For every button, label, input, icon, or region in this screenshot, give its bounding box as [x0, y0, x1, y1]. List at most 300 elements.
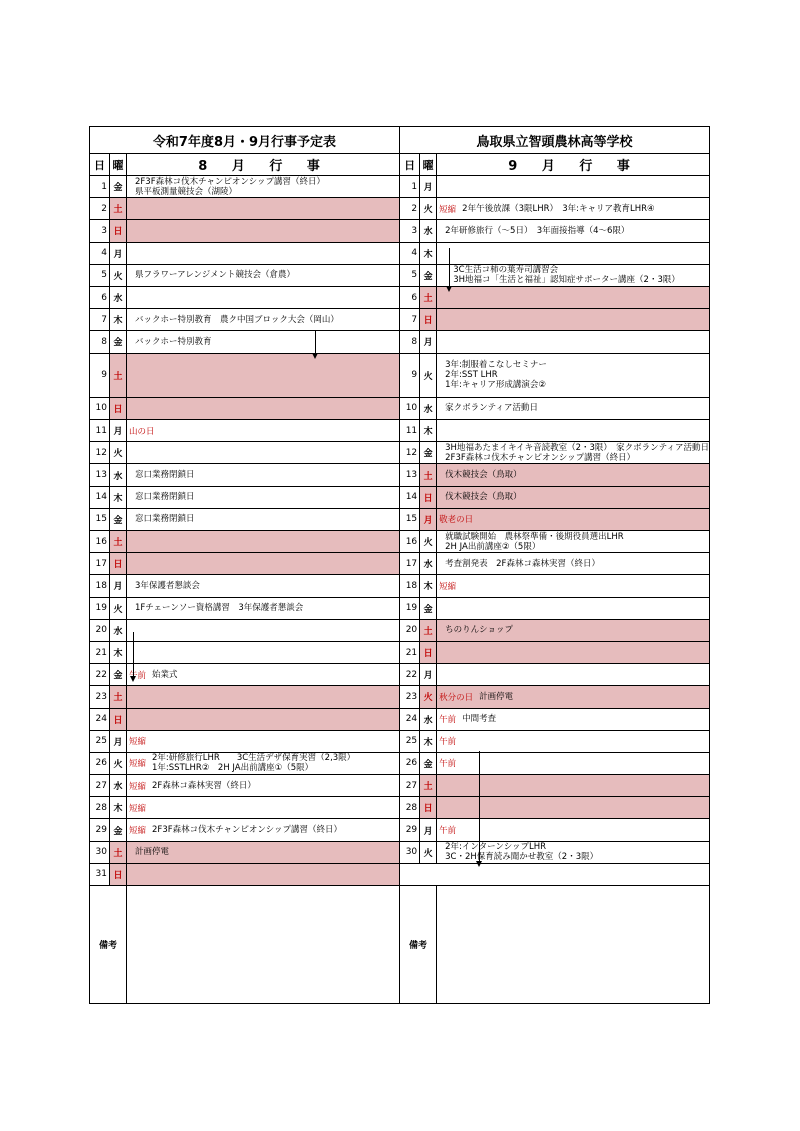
day-number: 25 [400, 731, 420, 752]
weekday: 日 [110, 709, 127, 730]
event-cell [437, 265, 709, 286]
weekday: 土 [420, 620, 437, 641]
september-day-row [400, 642, 709, 664]
september-day-row [400, 819, 709, 841]
event-cell [127, 642, 399, 663]
weekday: 日 [110, 864, 127, 885]
august-day-row [90, 442, 399, 464]
day-number: 19 [90, 598, 110, 619]
august-remarks [90, 886, 400, 1003]
event-text: 2年:研修旅行LHR 3C生活デザ保育実習（2,3限） 1年:SSTLHR② 2H JA出前講座①（5限） [152, 753, 356, 774]
september-day-row [400, 309, 709, 331]
day-number: 12 [90, 442, 110, 463]
day-number: 12 [400, 442, 420, 463]
day-number: 28 [400, 797, 420, 818]
event-text: 考査割発表 2F森林コ森林実習（終日） [445, 558, 600, 569]
day-number: 4 [90, 243, 110, 264]
september-day-row [400, 464, 709, 486]
september-day-row [400, 220, 709, 242]
day-number: 20 [90, 620, 110, 641]
august-day-row [90, 331, 399, 353]
weekday: 月 [110, 575, 127, 596]
day-number: 20 [400, 620, 420, 641]
event-cell [127, 354, 399, 397]
september-day-row [400, 664, 709, 686]
day-number: 13 [400, 464, 420, 485]
event-cell [437, 198, 709, 219]
day-number: 30 [90, 842, 110, 863]
day-number: 29 [90, 819, 110, 840]
weekday: 金 [110, 819, 127, 840]
day-number: 21 [400, 642, 420, 663]
special-day-label: 敬老の日 [439, 515, 474, 526]
arrow-icon [449, 248, 450, 290]
weekday: 月 [420, 331, 437, 352]
weekday: 月 [420, 819, 437, 840]
august-day-row [90, 487, 399, 509]
page-title: 令和7年度8月・9月行事予定表 [90, 127, 400, 153]
august-title: 8 月 行 事 [198, 159, 330, 174]
day-number: 7 [90, 309, 110, 330]
september-day-row [400, 509, 709, 531]
weekday: 木 [110, 487, 127, 508]
event-cell [127, 553, 399, 574]
august-day-row [90, 842, 399, 864]
event-text: 2年研修旅行（～5日） 3年面接指導（4～6限） [445, 225, 630, 236]
weekday: 水 [110, 464, 127, 485]
day-number: 18 [90, 575, 110, 596]
event-text: 2年午後放課（3限LHR） 3年:キャリア教育LHR④ [462, 203, 655, 214]
september-day-row [400, 620, 709, 642]
august-day-row [90, 531, 399, 553]
september-day-row [400, 487, 709, 509]
weekday: 月 [110, 420, 127, 441]
event-cell [437, 354, 709, 397]
event-cell [437, 331, 709, 352]
day-number: 2 [90, 198, 110, 219]
event-cell [437, 842, 709, 863]
event-cell [127, 753, 399, 774]
august-day-row [90, 709, 399, 731]
weekday: 水 [110, 287, 127, 308]
event-cell [437, 620, 709, 641]
day-number: 13 [90, 464, 110, 485]
weekday: 木 [110, 642, 127, 663]
september-remarks [400, 886, 709, 1003]
september-header-row [400, 154, 709, 176]
weekday: 火 [420, 354, 437, 397]
weekday: 火 [420, 686, 437, 707]
special-day-label: 短縮 [129, 737, 147, 748]
special-day-label: 短縮 [129, 781, 147, 792]
event-text: 2F3F森林コ伐木チャンピオンシップ講習（終日） 県平板測量競技会（湖陵） [135, 176, 325, 197]
august-day-row [90, 620, 399, 642]
day-number: 14 [90, 487, 110, 508]
event-text: 2F3F森林コ伐木チャンピオンシップ講習（終日） [152, 825, 342, 836]
september-day-row [400, 354, 709, 398]
event-text: バックホー特別教育 農ク中国ブロック大会（岡山） [135, 314, 339, 325]
august-day-row [90, 464, 399, 486]
event-text: 家クボランティア活動日 [445, 403, 538, 414]
event-cell [127, 176, 399, 197]
weekday: 木 [420, 243, 437, 264]
special-day-label: 短縮 [129, 826, 147, 837]
weekday: 水 [110, 775, 127, 796]
september-day-row [400, 265, 709, 287]
day-number: 22 [90, 664, 110, 685]
september-day-row [400, 420, 709, 442]
event-text: 3年:制服着こなしセミナー 2年:SST LHR 1年:キャリア形成講演会② [445, 360, 547, 391]
weekday: 水 [110, 620, 127, 641]
weekday: 日 [420, 487, 437, 508]
august-day-row [90, 819, 399, 841]
weekday: 土 [420, 775, 437, 796]
special-day-label: 短縮 [129, 759, 147, 770]
event-cell [437, 464, 709, 485]
special-day-label: 短縮 [439, 581, 457, 592]
weekday: 火 [420, 198, 437, 219]
event-cell [437, 398, 709, 419]
weekday: 金 [420, 442, 437, 463]
weekday: 金 [110, 664, 127, 685]
event-cell [437, 819, 709, 840]
event-text: 計画停電 [135, 847, 170, 858]
event-cell [127, 731, 399, 752]
special-day-label: 短縮 [439, 204, 457, 215]
day-number: 2 [400, 198, 420, 219]
day-number: 28 [90, 797, 110, 818]
event-text: 窓口業務閉鎖日 [135, 514, 195, 525]
event-cell [437, 220, 709, 241]
weekday: 金 [420, 598, 437, 619]
event-cell [127, 331, 399, 352]
special-day-label: 午前 [439, 826, 457, 837]
event-cell [437, 243, 709, 264]
event-text: 窓口業務閉鎖日 [135, 492, 195, 503]
weekday: 月 [110, 243, 127, 264]
event-text: 2F森林コ森林実習（終日） [152, 780, 256, 791]
day-number: 30 [400, 842, 420, 863]
event-cell [127, 620, 399, 641]
august-day-row [90, 775, 399, 797]
weekday: 月 [420, 664, 437, 685]
weekday: 月 [420, 176, 437, 197]
remarks-label: 備考 [90, 886, 127, 1003]
august-day-row [90, 198, 399, 220]
weekday: 木 [420, 575, 437, 596]
august-day-row [90, 287, 399, 309]
weekday: 日 [420, 309, 437, 330]
weekday: 金 [110, 331, 127, 352]
event-cell [127, 575, 399, 596]
weekday: 日 [420, 642, 437, 663]
event-cell [127, 198, 399, 219]
august-column [90, 154, 400, 886]
day-number: 7 [400, 309, 420, 330]
september-column [400, 154, 709, 886]
august-day-row [90, 731, 399, 753]
arrow-icon [315, 331, 316, 357]
event-cell [437, 709, 709, 730]
day-number: 17 [90, 553, 110, 574]
weekday: 土 [110, 842, 127, 863]
event-cell [127, 709, 399, 730]
day-number: 29 [400, 819, 420, 840]
weekday: 土 [110, 198, 127, 219]
august-header-row [90, 154, 399, 176]
september-day-row [400, 331, 709, 353]
event-cell [127, 464, 399, 485]
september-day-row [400, 575, 709, 597]
event-text: 中間考査 [462, 714, 497, 725]
day-number: 24 [400, 709, 420, 730]
event-cell [127, 598, 399, 619]
event-cell [127, 309, 399, 330]
header-row [90, 127, 709, 154]
event-cell [437, 664, 709, 685]
day-number: 15 [400, 509, 420, 530]
september-empty-row [400, 864, 709, 886]
august-day-row [90, 309, 399, 331]
day-number: 22 [400, 664, 420, 685]
weekday: 土 [110, 531, 127, 552]
event-cell [437, 753, 709, 774]
event-cell [437, 487, 709, 508]
september-day-row [400, 842, 709, 864]
day-number: 24 [90, 709, 110, 730]
event-text: 県フラワーアレンジメント競技会（倉農） [135, 270, 296, 281]
september-day-row [400, 553, 709, 575]
event-cell [437, 575, 709, 596]
day-number: 9 [90, 354, 110, 397]
august-day-row [90, 420, 399, 442]
arrow-icon [479, 751, 480, 865]
event-text: 1Fチェーンソー資格講習 3年保護者懇談会 [135, 603, 304, 614]
weekday: 水 [420, 553, 437, 574]
weekday: 土 [110, 686, 127, 707]
weekday-header: 曜 [110, 154, 127, 175]
weekday: 水 [420, 398, 437, 419]
remarks-label: 備考 [400, 886, 437, 1003]
september-day-row [400, 198, 709, 220]
august-day-row [90, 354, 399, 398]
day-number: 1 [400, 176, 420, 197]
weekday-header: 曜 [420, 154, 437, 175]
day-number: 10 [90, 398, 110, 419]
day-number: 26 [90, 753, 110, 774]
weekday: 日 [110, 220, 127, 241]
event-cell [127, 442, 399, 463]
day-number: 18 [400, 575, 420, 596]
day-number: 14 [400, 487, 420, 508]
event-text: バックホー特別教育 [135, 336, 212, 347]
weekday: 土 [420, 287, 437, 308]
day-number: 27 [90, 775, 110, 796]
day-number: 23 [400, 686, 420, 707]
weekday: 火 [110, 753, 127, 774]
event-text: 伐木競技会（鳥取） [445, 470, 522, 481]
day-number: 27 [400, 775, 420, 796]
weekday: 水 [420, 709, 437, 730]
event-cell [127, 487, 399, 508]
event-cell [127, 287, 399, 308]
day-number: 16 [90, 531, 110, 552]
remarks-area [127, 886, 399, 1003]
special-day-label: 秋分の日 [439, 692, 474, 703]
day-number: 6 [400, 287, 420, 308]
event-cell [437, 775, 709, 796]
special-day-label: 午前 [439, 715, 457, 726]
school-name: 鳥取県立智頭農林高等学校 [476, 134, 633, 150]
day-number: 23 [90, 686, 110, 707]
event-text: 始業式 [152, 669, 178, 680]
day-number: 3 [400, 220, 420, 241]
event-cell [437, 731, 709, 752]
august-day-row [90, 265, 399, 287]
day-number: 11 [90, 420, 110, 441]
event-cell [437, 797, 709, 818]
august-day-row [90, 176, 399, 198]
september-day-row [400, 797, 709, 819]
day-number: 25 [90, 731, 110, 752]
remarks-row [90, 886, 709, 1003]
event-cell [437, 553, 709, 574]
weekday: 月 [420, 509, 437, 530]
day-number: 15 [90, 509, 110, 530]
event-cell [437, 176, 709, 197]
weekday: 日 [110, 553, 127, 574]
weekday: 土 [110, 354, 127, 397]
day-number: 5 [90, 265, 110, 286]
event-cell [437, 420, 709, 441]
event-cell [127, 842, 399, 863]
day-number: 8 [90, 331, 110, 352]
september-day-row [400, 775, 709, 797]
event-text: 3H地福あたまイキイキ音読教室（2・3限） 家クボランティア活動日 2F3F森林コ伐木チャンピオンシップ講習（終日） [445, 442, 709, 463]
weekday: 火 [420, 531, 437, 552]
august-day-row [90, 753, 399, 775]
event-text: 計画停電 [479, 691, 514, 702]
august-day-row [90, 243, 399, 265]
day-number: 16 [400, 531, 420, 552]
august-day-row [90, 642, 399, 664]
event-cell [437, 509, 709, 530]
september-day-row [400, 598, 709, 620]
weekday: 火 [110, 265, 127, 286]
event-cell [127, 819, 399, 840]
event-cell [437, 598, 709, 619]
day-number: 10 [400, 398, 420, 419]
september-day-row [400, 686, 709, 708]
september-day-row [400, 243, 709, 265]
day-number: 1 [90, 176, 110, 197]
event-cell [437, 309, 709, 330]
weekday: 土 [420, 464, 437, 485]
september-day-row [400, 176, 709, 198]
event-cell [127, 420, 399, 441]
weekday: 木 [110, 797, 127, 818]
event-cell [437, 686, 709, 707]
event-text: ちのりんショップ [445, 625, 513, 636]
august-day-row [90, 797, 399, 819]
day-number: 26 [400, 753, 420, 774]
event-cell [127, 398, 399, 419]
special-day-label: 午前 [439, 759, 457, 770]
september-day-row [400, 753, 709, 775]
day-number: 4 [400, 243, 420, 264]
day-header: 日 [400, 154, 420, 175]
event-cell [127, 220, 399, 241]
weekday: 木 [420, 731, 437, 752]
weekday: 日 [110, 398, 127, 419]
august-day-row [90, 398, 399, 420]
event-text: 3C生活コ柿の葉寿司講習会 3H地福コ「生活と福祉」認知症サポーター講座（2・3限） [453, 265, 680, 286]
august-day-row [90, 220, 399, 242]
event-cell [127, 864, 399, 885]
event-cell [127, 664, 399, 685]
event-cell [127, 531, 399, 552]
event-cell [437, 531, 709, 552]
september-day-row [400, 531, 709, 553]
event-cell [437, 287, 709, 308]
september-day-row [400, 398, 709, 420]
special-day-label: 短縮 [129, 803, 147, 814]
event-text: 2年:インターンシップLHR 3C・2H保育読み聞かせ教室（2・3限） [445, 842, 599, 863]
day-number: 6 [90, 287, 110, 308]
weekday: 火 [420, 842, 437, 863]
weekday: 火 [110, 598, 127, 619]
event-cell [127, 243, 399, 264]
september-day-row [400, 709, 709, 731]
event-cell [437, 642, 709, 663]
schedule-sheet [89, 126, 710, 1004]
day-number: 19 [400, 598, 420, 619]
day-number: 21 [90, 642, 110, 663]
day-header: 日 [90, 154, 110, 175]
event-cell [127, 797, 399, 818]
event-text: 就職試験開始 農林祭準備・後期役員選出LHR 2H JA出前講座②（5限） [445, 531, 624, 552]
day-number: 31 [90, 864, 110, 885]
august-day-row [90, 553, 399, 575]
event-cell [437, 442, 709, 463]
weekday: 金 [110, 176, 127, 197]
september-day-row [400, 442, 709, 464]
weekday: 木 [420, 420, 437, 441]
day-number: 3 [90, 220, 110, 241]
event-cell [127, 265, 399, 286]
september-title: 9 月 行 事 [508, 159, 640, 174]
weekday: 木 [110, 309, 127, 330]
august-day-row [90, 575, 399, 597]
weekday: 月 [110, 731, 127, 752]
weekday: 金 [420, 753, 437, 774]
special-day-label: 山の日 [129, 426, 155, 437]
remarks-area [437, 886, 709, 1003]
event-text: 3年保護者懇談会 [135, 580, 200, 591]
august-day-row [90, 686, 399, 708]
day-number: 11 [400, 420, 420, 441]
september-day-row [400, 731, 709, 753]
weekday: 火 [110, 442, 127, 463]
day-number: 5 [400, 265, 420, 286]
special-day-label: 午前 [439, 737, 457, 748]
event-text: 伐木競技会（鳥取） [445, 492, 522, 503]
event-cell [127, 686, 399, 707]
august-day-row [90, 509, 399, 531]
event-cell [127, 509, 399, 530]
special-day-label: 午前 [129, 670, 147, 681]
weekday: 金 [420, 265, 437, 286]
